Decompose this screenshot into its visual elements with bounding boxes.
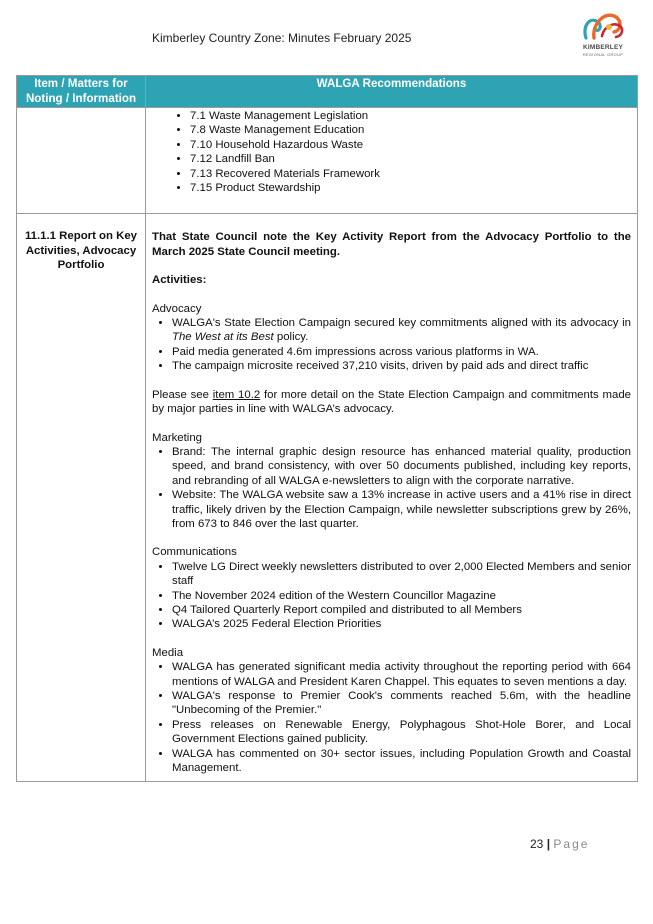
logo-swirl-icon bbox=[576, 8, 630, 44]
list-item: • WALGA's response to Premier Cook's comments reached 5.6m, with the headline "Unbecoming of the Premier." bbox=[172, 689, 631, 718]
communications-heading: Communications bbox=[152, 546, 237, 559]
list-item: • 7.12 Landfill Ban bbox=[190, 152, 631, 166]
table-row bbox=[17, 108, 638, 214]
list-item: • 7.13 Recovered Materials Framework bbox=[190, 167, 631, 181]
list-item: • 7.15 Product Stewardship bbox=[190, 181, 631, 195]
table-row bbox=[17, 214, 638, 782]
list-item: • Paid media generated 4.6m impressions across various platforms in WA. bbox=[172, 345, 631, 359]
list-item: • Q4 Tailored Quarterly Report compiled and distributed to all Members bbox=[172, 603, 631, 617]
marketing-list bbox=[152, 445, 631, 531]
item-10-2-link[interactable]: item 10.2 bbox=[212, 388, 261, 401]
minutes-table bbox=[16, 75, 638, 782]
see-item-paragraph: Please see item 10.2 for more detail on the State Election Campaign and commitments made by major parties in line with WALGA’s advocacy. bbox=[152, 388, 631, 416]
list-item: • The November 2024 edition of the Western Councillor Magazine bbox=[172, 589, 631, 603]
list-item: • 7.1 Waste Management Legislation bbox=[190, 109, 631, 123]
communications-list bbox=[152, 560, 631, 632]
list-item: • Website: The WALGA website saw a 13% increase in active users and a 41% rise in direct traffic, likely driven by the Election Campaign, while newsletter subscriptions grew by 26%, from 673 to 846 over the last quarter. bbox=[172, 488, 631, 531]
resolution-text: That State Council note the Key Activity Report from the Advocacy Portfolio to the March 2025 State Council meeting. bbox=[152, 231, 631, 258]
advocacy-heading: Advocacy bbox=[152, 302, 202, 315]
column-header-item: Item / Matters for Noting / Information bbox=[17, 76, 146, 108]
media-list bbox=[152, 660, 631, 775]
list-item: • 7.10 Household Hazardous Waste bbox=[190, 138, 631, 152]
page-label: Page bbox=[553, 837, 590, 851]
list-item: • 7.8 Waste Management Education bbox=[190, 123, 631, 137]
marketing-heading: Marketing bbox=[152, 431, 203, 444]
advocacy-list bbox=[152, 316, 631, 374]
list-item: • Twelve LG Direct weekly newsletters distributed to over 2,000 Elected Members and senior staff bbox=[172, 560, 631, 589]
list-item: • WALGA’s 2025 Federal Election Priorities bbox=[172, 617, 631, 631]
recommendations-cell bbox=[146, 108, 638, 214]
document-header-title: Kimberley Country Zone: Minutes February 2025 bbox=[152, 31, 412, 45]
kimberley-regional-group-logo bbox=[576, 8, 630, 68]
list-item: • WALGA has generated significant media activity throughout the reporting period with 664 mentions of WALGA and President Karen Chappel. This equates to seven mentions a day. bbox=[172, 660, 631, 689]
logo-wordmark: KIMBERLEY REGIONAL GROUP bbox=[582, 44, 624, 57]
list-item: • The campaign microsite received 37,210 visits, driven by paid ads and direct traffic bbox=[172, 359, 631, 373]
list-item: • Press releases on Renewable Energy, Polyphagous Shot-Hole Borer, and Local Government Elections gained publicity. bbox=[172, 718, 631, 747]
list-item: • WALGA has commented on 30+ sector issues, including Population Growth and Coastal Management. bbox=[172, 747, 631, 776]
column-header-recommendations: WALGA Recommendations bbox=[146, 76, 638, 108]
list-item: • Brand: The internal graphic design resource has enhanced material quality, production speed, and brand consistency, with over 50 documents published, including key reports, and rebranding of all WALGA e-newsletters to align with the corporate narrative. bbox=[172, 445, 631, 488]
recommendations-cell bbox=[146, 214, 638, 782]
item-cell-empty bbox=[17, 108, 146, 214]
page-number: 23 bbox=[530, 837, 544, 851]
media-heading: Media bbox=[152, 646, 184, 659]
page-number-footer bbox=[530, 837, 589, 851]
table-header-row bbox=[17, 76, 638, 108]
list-item: • WALGA's State Election Campaign secured key commitments aligned with its advocacy in The West at its Best policy. bbox=[172, 316, 631, 345]
policy-items-list bbox=[152, 109, 631, 195]
page-separator: | bbox=[546, 837, 551, 851]
activities-heading: Activities: bbox=[152, 274, 207, 287]
item-cell: 11.1.1 Report on Key Activities, Advocacy Portfolio bbox=[17, 214, 146, 782]
